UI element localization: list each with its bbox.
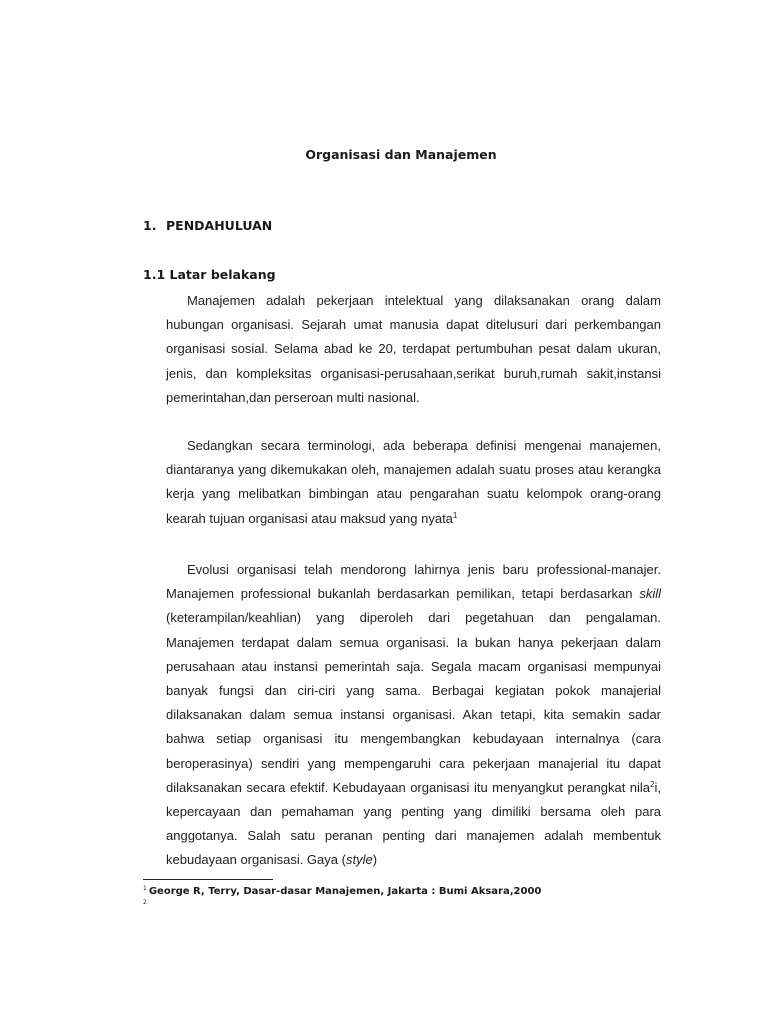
subsection-heading: 1.1 Latar belakang [143,267,276,282]
section-heading [143,218,272,233]
paragraph-3-text-c: i, kepercayaan dan pemahaman yang penting yang dimiliki bersama oleh para anggotanya. Salah satu peranan penting dari manajemen adalah membentuk kebudayaan organisasi. Gaya ( [166,779,661,868]
footnote-2-mark: 2 [143,899,147,906]
footnote-ref-2: 2 [650,779,655,789]
footnote-2 [143,899,149,911]
paragraph-2 [166,434,661,531]
footnote-1-mark: 1 [143,885,147,892]
paragraph-3-italic-style: style [345,852,373,868]
footnote-1-text: George R, Terry, Dasar-dasar Manajemen, Jakarta : Bumi Aksara,2000 [148,886,542,897]
footnote-1 [143,885,541,897]
page-title: Organisasi dan Manajemen [305,147,497,162]
paragraph-3-text-a: Evolusi organisasi telah mendorong lahirnya jenis baru professional-manajer. Manajemen professional bukanlah berdasarkan pemilikan, tetapi berdasarkan [166,562,661,602]
paragraph-3 [166,558,661,873]
section-number: 1. [143,218,157,233]
section-label: PENDAHULUAN [166,218,273,233]
paragraph-3-text-d: ) [372,852,378,868]
footnote-ref-1: 1 [452,510,458,520]
paragraph-3-italic-skill: skill [639,586,661,602]
paragraph-2-text: Sedangkan secara terminologi, ada beberapa definisi mengenai manajemen, diantaranya yang dikemukakan oleh, manajemen adalah suatu proses atau kerangka kerja yang melibatkan bimbingan atau pengarahan suatu kelompok orang-orang kearah tujuan organisasi atau maksud yang nyata [166,438,661,526]
paragraph-1 [166,289,661,410]
paragraph-1-text: Manajemen adalah pekerjaan intelektual yang dilaksanakan orang dalam hubungan organisasi. Sejarah umat manusia dapat ditelusuri dari perkembangan organisasi sosial. Selama abad ke 20, terdapat pertumbuhan pesat dalam ukuran, jenis, dan kompleksitas organisasi-perusahaan,serikat buruh,rumah sakit,instansi pemerintahan,dan perseroan multi nasional. [166,293,661,405]
footnote-separator [143,879,273,880]
paragraph-3-text-b: (keterampilan/keahlian) yang diperoleh dari pegetahuan dan pengalaman. Manajemen terdapat dalam semua organisasi. Ia bukan hanya pekerjaan dalam perusahaan atau instansi pemerintah saja. Segala macam organisasi mempunyai banyak fungsi dan ciri-ciri yang sama. Berbagai kegiatan pokok manajerial dilaksanakan dalam semua instansi organisasi. Akan tetapi, kita semakin sadar bahwa setiap organisasi itu mengembangkan kebudayaan internalnya (cara beroperasinya) sendiri yang mempengaruhi cara pekerjaan manajerial itu dapat dilaksanakan secara efektif. Kebudayaan organisasi itu menyangkut perangkat nila [166,610,661,795]
